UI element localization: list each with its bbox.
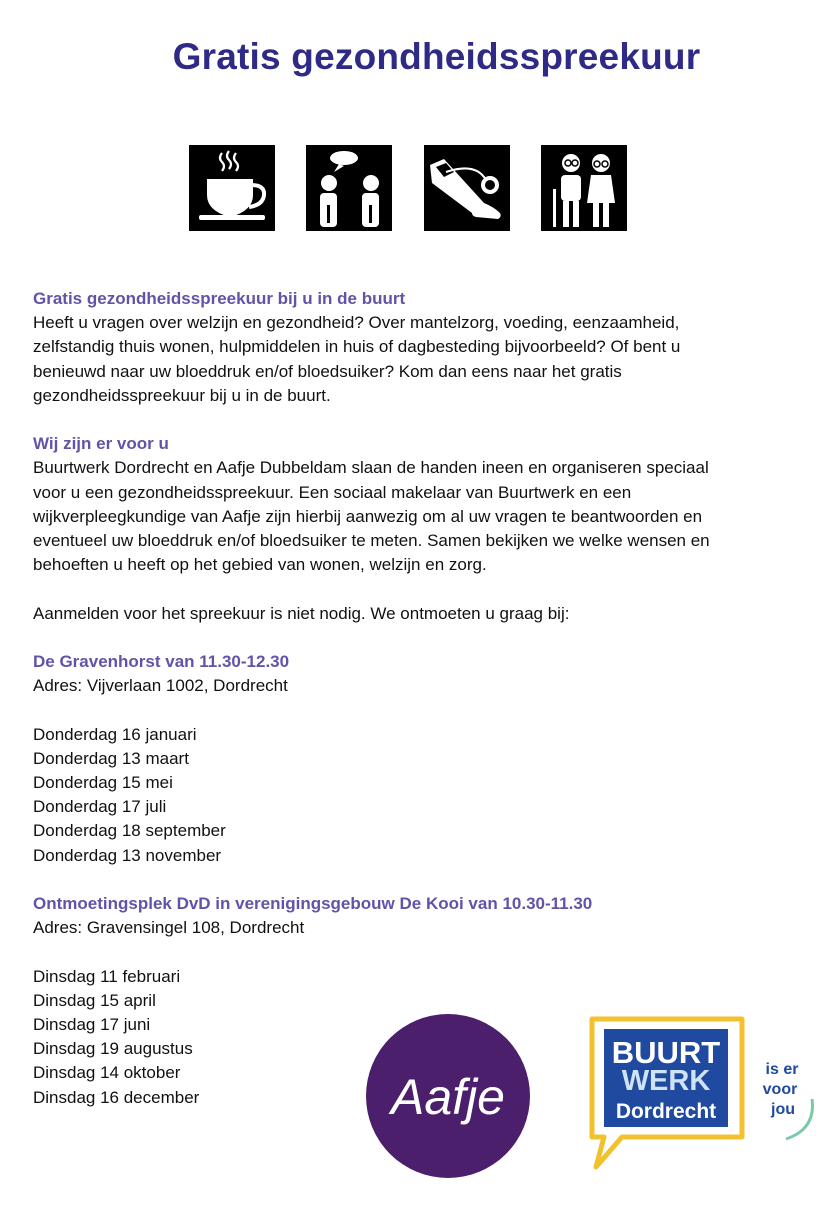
- location2-date: Dinsdag 14 oktober: [33, 1063, 181, 1083]
- location2-date: Dinsdag 19 augustus: [33, 1039, 193, 1059]
- intro-line: benieuwd naar uw bloeddruk en/of bloedsuiker? Kom dan eens naar het gratis: [33, 361, 622, 381]
- elderly-couple-icon: [541, 145, 627, 231]
- intro-line: gezondheidsspreekuur bij u in de buurt.: [33, 385, 331, 405]
- main-content: [33, 287, 803, 1110]
- about-line: eventueel uw bloeddruk en/of bloedsuiker te meten. Samen bekijken we welke wensen en: [33, 531, 710, 551]
- about-line: behoeften u heeft op het gebied van wonen, welzijn en zorg.: [33, 555, 487, 575]
- about-heading: Wij zijn er voor u: [33, 434, 169, 454]
- location2-address: Adres: Gravensingel 108, Dordrecht: [33, 918, 305, 938]
- location2-date: Dinsdag 17 juni: [33, 1015, 151, 1034]
- location1-date: Donderdag 16 januari: [33, 724, 197, 744]
- blood-pressure-icon: [424, 145, 510, 231]
- aafje-logo-text: Aafje: [391, 1069, 505, 1125]
- location1-heading: De Gravenhorst van 11.30-12.30: [33, 652, 290, 671]
- location1-date: Donderdag 18 september: [33, 821, 226, 841]
- location1-date: Donderdag 15 mei: [33, 773, 173, 792]
- location1-address: Adres: Vijverlaan 1002, Dordrecht: [33, 676, 288, 696]
- conversation-icon: [306, 145, 392, 231]
- buurtwerk-tag1: is er: [765, 1061, 799, 1078]
- coffee-cup-icon: [189, 145, 275, 231]
- about-line: voor u een gezondheidsspreekuur. Een sociaal makelaar van Buurtwerk en een: [33, 482, 632, 502]
- location1-date: Donderdag 17 juli: [33, 797, 167, 817]
- about-line: wijkverpleegkundige van Aafje zijn hierbij aanwezig om al uw vragen te beantwoorden en: [33, 506, 703, 526]
- intro-heading: Gratis gezondheidsspreekuur bij u in de buurt: [33, 289, 406, 308]
- location2-date: Dinsdag 16 december: [33, 1087, 200, 1107]
- aafje-logo: [366, 1014, 530, 1178]
- buurtwerk-line2: WERK: [621, 1065, 711, 1097]
- about-line: Buurtwerk Dordrecht en Aafje Dubbeldam slaan de handen ineen en organiseren speciaal: [33, 458, 709, 478]
- location2-heading: Ontmoetingsplek DvD in verenigingsgebouw De Kooi van 10.30-11.30: [33, 894, 593, 913]
- buurtwerk-logo: [586, 1015, 818, 1175]
- buurtwerk-line3: Dordrecht: [615, 1100, 717, 1123]
- location1-date: Donderdag 13 november: [33, 845, 222, 865]
- location2-date: Dinsdag 15 april: [33, 990, 156, 1010]
- signup-text: Aanmelden voor het spreekuur is niet nodig. We ontmoeten u graag bij:: [33, 603, 570, 623]
- location1-date: Donderdag 13 maart: [33, 748, 189, 768]
- intro-line: zelfstandig thuis wonen, hulpmiddelen in huis of dagbesteding bijvoorbeeld? Of bent u: [33, 337, 681, 357]
- intro-line: Heeft u vragen over welzijn en gezondheid? Over mantelzorg, voeding, eenzaamheid,: [33, 313, 680, 333]
- buurtwerk-line1: BUURT: [611, 1035, 721, 1070]
- page-title: Gratis gezondheidsspreekuur: [172, 36, 701, 77]
- buurtwerk-tag3: jou: [771, 1101, 795, 1118]
- location2-date: Dinsdag 11 februari: [33, 966, 181, 986]
- buurtwerk-tag2: voor: [762, 1081, 798, 1098]
